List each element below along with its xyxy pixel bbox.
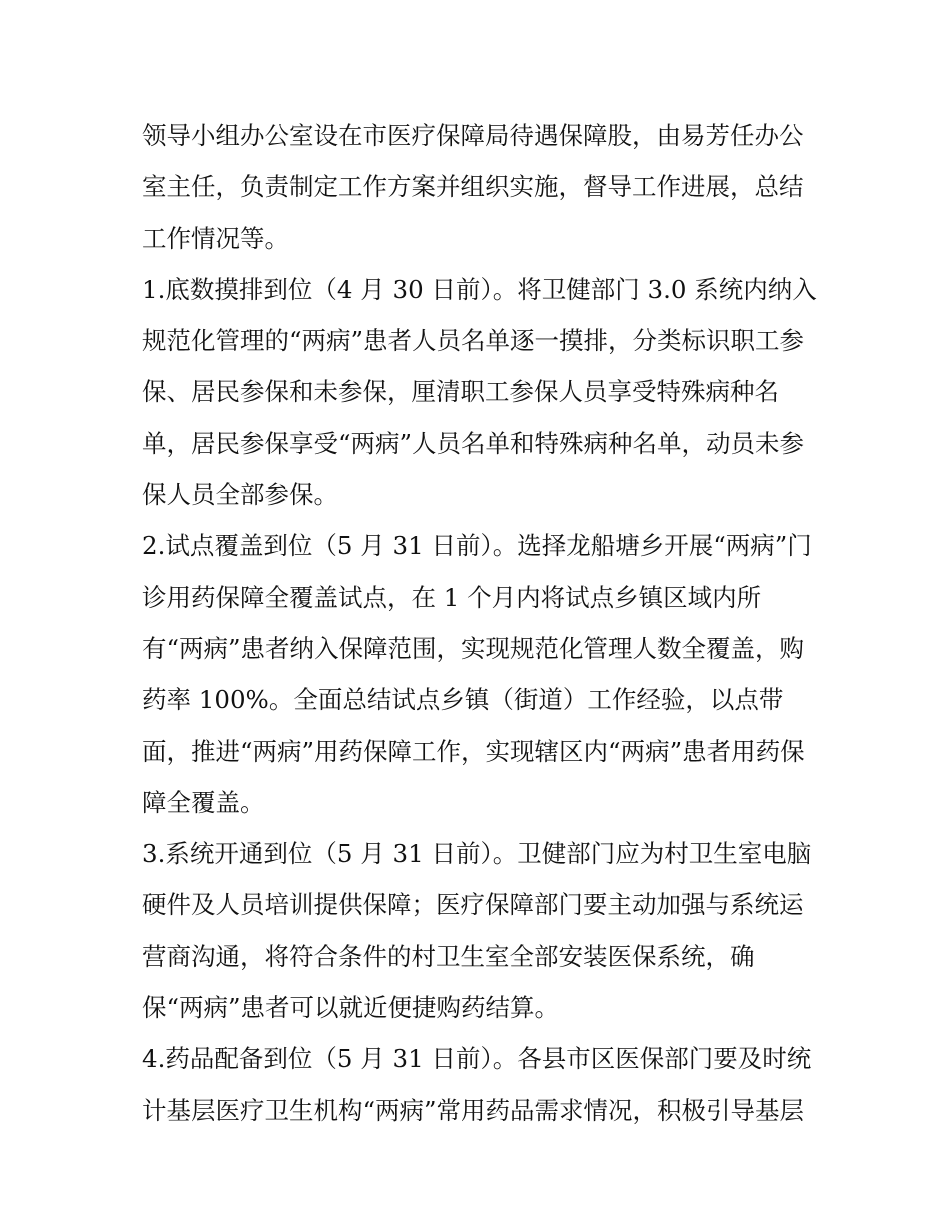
text-line: 硬件及人员培训提供保障；医疗保障部门要主动加强与系统运 — [142, 890, 804, 920]
body-text — [142, 110, 822, 1136]
text-line: 计基层医疗卫生机构“两病”常用药品需求情况，积极引导基层 — [142, 1095, 805, 1125]
text-line: 保人员全部参保。 — [142, 480, 338, 510]
section-2-heading-line: 2.试点覆盖到位（5 月 31 日前）。选择龙船塘乡开展“两病”门 — [142, 531, 812, 561]
text-line: 保“两病”患者可以就近便捷购药结算。 — [142, 993, 560, 1023]
section-4-heading-line: 4.药品配备到位（5 月 31 日前）。各县市区医保部门要及时统 — [142, 1044, 812, 1074]
text-line: 诊用药保障全覆盖试点，在 1 个月内将试点乡镇区域内所 — [142, 582, 762, 612]
text-line: 障全覆盖。 — [142, 787, 265, 817]
text-line: 工作情况等。 — [142, 223, 289, 253]
text-line: 室主任，负责制定工作方案并组织实施，督导工作进展，总结 — [142, 172, 804, 202]
text-line: 保、居民参保和未参保，厘清职工参保人员享受特殊病种名 — [142, 377, 779, 407]
text-line: 领导小组办公室设在市医疗保障局待遇保障股，由易芳任办公 — [142, 121, 804, 150]
text-line: 营商沟通，将符合条件的村卫生室全部安装医保系统，确 — [142, 941, 755, 971]
text-line: 有“两病”患者纳入保障范围，实现规范化管理人数全覆盖，购 — [142, 633, 805, 663]
section-1-heading-line: 1.底数摸排到位（4 月 30 日前）。将卫健部门 3.0 系统内纳入 — [142, 274, 817, 304]
text-line: 面，推进“两病”用药保障工作，实现辖区内“两病”患者用药保 — [142, 736, 805, 766]
text-line: 单，居民参保享受“两病”人员名单和特殊病种名单，动员未参 — [142, 428, 805, 458]
section-3-heading-line: 3.系统开通到位（5 月 31 日前）。卫健部门应为村卫生室电脑 — [142, 839, 812, 869]
text-line: 药率 100%。全面总结试点乡镇（街道）工作经验，以点带 — [142, 685, 784, 715]
text-line: 规范化管理的“两病”患者人员名单逐一摸排，分类标识职工参 — [142, 326, 805, 356]
